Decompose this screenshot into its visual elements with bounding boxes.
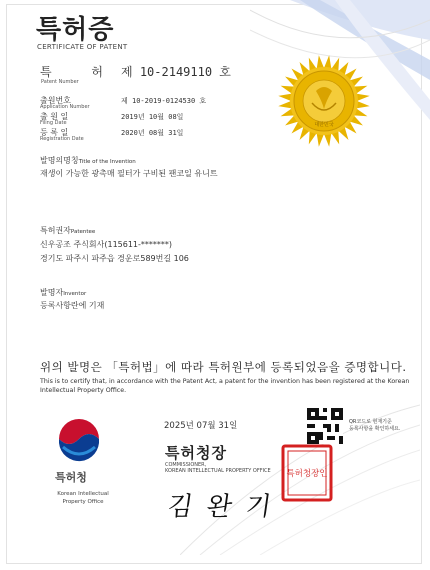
patentee-label-en: Patentee — [70, 229, 96, 235]
filing-label-en: Filing Date — [40, 120, 67, 126]
patent-number-label: 특 허 — [40, 65, 121, 79]
stamp-text: 특허청장인 — [286, 469, 328, 479]
qr-note-line1: QR코드로 현재기준 — [349, 419, 392, 425]
application-label: 출원번호 — [40, 96, 71, 105]
office-name-en — [43, 490, 123, 506]
patentee-name: 신우공조 주식회사(115611-*******) — [40, 240, 173, 249]
official-stamp — [280, 443, 334, 503]
inventor-label — [40, 287, 86, 298]
commissioner-signature: 김완기 — [165, 492, 288, 522]
registration-label: 등 록 일 — [40, 128, 69, 137]
commissioner-title-en-line2: KOREAN INTELLECTUAL PROPERTY OFFICE — [165, 468, 271, 474]
qr-note-line2: 등록사항을 확인하세요. — [349, 426, 401, 432]
invention-label-en: Title of the Invention — [78, 159, 136, 165]
kipo-emblem-icon — [55, 417, 103, 465]
seal-emblem-text: 대한민국 — [314, 122, 334, 128]
filing-label: 출 원 일 — [40, 112, 69, 121]
certificate-title-en: CERTIFICATE OF PATENT — [37, 43, 128, 51]
patentee-address: 경기도 파주시 파주읍 경운로589번길 106 — [40, 254, 189, 263]
filing-value: 2019년 10월 08일 — [121, 113, 184, 121]
invention-label — [40, 155, 136, 166]
registration-value: 2020년 08월 31일 — [121, 129, 184, 137]
patentee-label-ko: 특허권자 — [40, 226, 71, 235]
office-name-en-line1: Korean Intellectual — [57, 491, 109, 497]
application-label-en: Application Number — [40, 104, 90, 110]
qr-code-icon[interactable] — [307, 408, 343, 444]
invention-title: 재생이 가능한 광촉매 필터가 구비된 팬코일 유니트 — [40, 169, 218, 178]
patent-number-value: 제 10-2149110 호 — [121, 65, 231, 79]
qr-note — [349, 419, 400, 433]
certification-statement-en: This is to certify that, in accordance with the Patent Act, a patent for the invention has been registered at the Korean Intellectual Property Office. — [40, 378, 410, 394]
office-name-ko: 특허청 — [55, 471, 87, 484]
invention-label-ko: 발명의명칭 — [40, 156, 79, 165]
patentee-label — [40, 225, 95, 236]
office-name-en-line2: Property Office — [62, 499, 104, 505]
commissioner-title: 특허청장 — [165, 444, 227, 462]
inventor-label-ko: 발명자 — [40, 288, 64, 297]
inventor-label-en: Inventor — [63, 291, 87, 297]
registration-label-en: Registration Date — [40, 136, 84, 142]
patent-number-label-en: Patent Number — [41, 79, 79, 85]
certification-statement-ko: 위의 발명은 「특허법」에 따라 특허원부에 등록되었음을 증명합니다. — [40, 360, 407, 374]
gold-seal — [276, 53, 372, 149]
inventor-value: 등록사항란에 기재 — [40, 301, 105, 310]
commissioner-title-en-line1: COMMISSIONER, — [165, 462, 207, 468]
commissioner-title-en — [165, 462, 271, 474]
certificate-title: 특허증 — [36, 15, 115, 45]
issue-date: 2025년 07월 31일 — [164, 421, 238, 431]
application-value: 제 10-2019-0124530 호 — [121, 97, 207, 105]
